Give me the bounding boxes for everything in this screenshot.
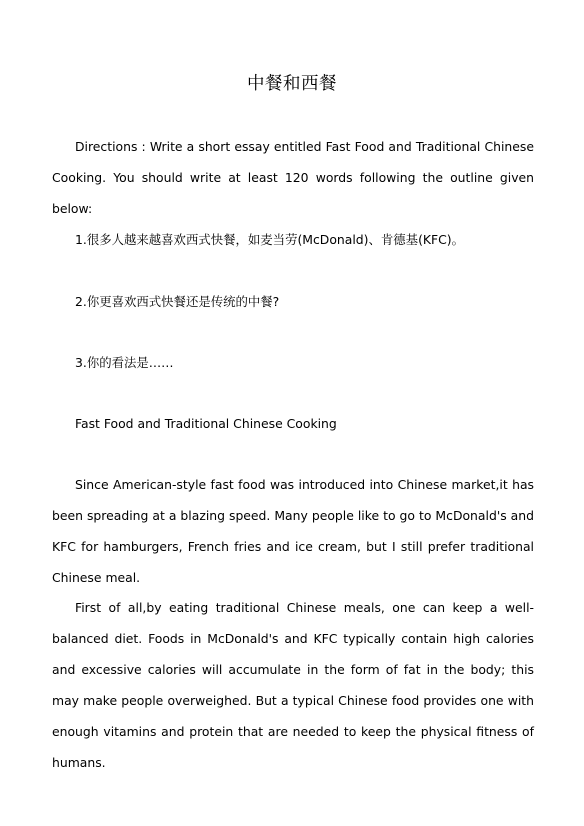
essay-paragraph-1: Since American-style fast food was introduced into Chinese market,it has been spreading at a blazing speed. Many people like to go to McDonald's and KFC for hamburgers, French fries and ice cream, but I still prefer traditional Chinese meal. <box>52 477 534 585</box>
outline-item-2: 2.你更喜欢西式快餐还是传统的中餐? <box>75 294 280 309</box>
page-title: 中餐和西餐 <box>247 74 337 94</box>
outline-item-3: 3.你的看法是…… <box>75 355 174 370</box>
essay-paragraph-2: First of all,by eating traditional Chinese meals, one can keep a well-balanced diet. Foods in McDonald's and KFC typically contain high calories and excessive calories will accumulate in the form of fat in the body; this may make people overweighed. But a typical Chinese food provides one with enough vitamins and protein that are needed to keep the physical fitness of humans. <box>52 600 534 770</box>
essay-title: Fast Food and Traditional Chinese Cooking <box>75 416 337 431</box>
directions-paragraph: Directions : Write a short essay entitled Fast Food and Traditional Chinese Cooking. You should write at least 120 words following the outline given below: <box>52 139 534 216</box>
outline-item-1: 1.很多人越来越喜欢西式快餐，如麦当劳(McDonald)、肯德基(KFC)。 <box>75 232 465 247</box>
